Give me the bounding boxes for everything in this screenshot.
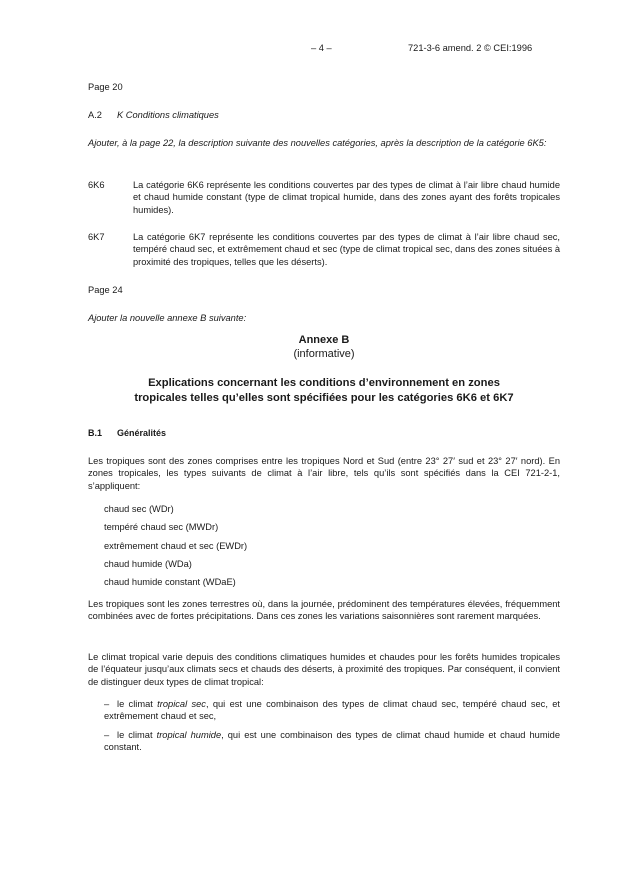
section-number: B.1 bbox=[88, 428, 103, 438]
dash-item-tropical-dry: – le climat tropical sec, qui est une combinaison des types de climat chaud sec, tempéré chaud sec, et extrêmement chaud et sec, bbox=[104, 699, 560, 722]
list-item: chaud humide constant (WDaE) bbox=[104, 577, 236, 588]
list-item: chaud sec (WDr) bbox=[104, 504, 174, 514]
list-item: tempéré chaud sec (MWDr) bbox=[104, 522, 219, 533]
instruction-add-annex: Ajouter la nouvelle annexe B suivante: bbox=[88, 313, 247, 323]
clause-heading bbox=[88, 109, 560, 121]
paragraph-tropics-zones: Les tropiques sont les zones terrestres où, dans la journée, prédominent des températures élevées, fréquemment combinées avec de fortes précipitations. Dans ces zones les variations saisonnières sont rarement marquées. bbox=[88, 599, 560, 622]
annex-subtitle: (informative) bbox=[293, 348, 355, 360]
page-reference-24: Page 24 bbox=[88, 285, 123, 295]
page-reference-20: Page 20 bbox=[88, 82, 123, 92]
document-reference: 721-3-6 amend. 2 © CEI:1996 bbox=[408, 43, 533, 53]
section-heading bbox=[88, 427, 560, 439]
list-item: extrêmement chaud et sec (EWDr) bbox=[104, 540, 248, 551]
dash-marker: – bbox=[104, 699, 110, 709]
climate-type-list bbox=[104, 503, 247, 594]
annex-heading-line2: tropicales telles qu’elles sont spécifiées pour les catégories 6K6 et 6K7 bbox=[134, 392, 514, 404]
term-definition-6k6: La catégorie 6K6 représente les conditions couvertes par des types de climat à l’air libre chaud humide et chaud humide constant (type de climat tropical humide, dans des zones ayant des forêts tropicales humides). bbox=[133, 180, 560, 215]
emphasis-tropical-humide: tropical humide bbox=[156, 730, 222, 740]
term-code-6k6: 6K6 bbox=[88, 180, 105, 190]
page-number: – 4 – bbox=[311, 43, 332, 53]
annex-title: Annexe B bbox=[298, 334, 350, 346]
annex-heading-line1: Explications concernant les conditions d’environnement en zones bbox=[148, 377, 500, 389]
clause-title: K Conditions climatiques bbox=[117, 110, 219, 120]
clause-number: A.2 bbox=[88, 110, 102, 120]
instruction-add-categories: Ajouter, à la page 22, la description suivante des nouvelles catégories, après la description de la catégorie 6K5: bbox=[88, 138, 547, 148]
term-code-6k7: 6K7 bbox=[88, 232, 105, 242]
paragraph-tropics-definition: Les tropiques sont des zones comprises entre les tropiques Nord et Sud (entre 23° 27′ sud et 23° 27′ nord). En zones tropicales, les types suivants de climat à l’air libre, tels qu’ils sont spécifiés dans la CEI 721-2-1, s’appliquent: bbox=[88, 456, 560, 491]
term-definition-6k7: La catégorie 6K7 représente les conditions couvertes par des types de climat à l’air libre chaud sec, tempéré chaud sec, et extrêmement chaud et sec (type de climat tropical sec, dans des zones situées à proximité des tropiques, telles que les déserts). bbox=[133, 232, 560, 267]
dash-item-tropical-humid: – le climat tropical humide, qui est une combinaison des types de climat chaud humide et chaud humide constant. bbox=[104, 730, 561, 753]
dash-marker: – bbox=[104, 730, 110, 740]
emphasis-tropical-sec: tropical sec bbox=[157, 699, 206, 709]
list-item: chaud humide (WDa) bbox=[104, 558, 192, 569]
paragraph-climate-variation: Le climat tropical varie depuis des conditions climatiques humides et chaudes pour les forêts humides tropicales de l’équateur jusqu’aux climats secs et chauds des déserts, à proximité des tropiques. Par conséquent, il convient de distinguer deux types de climat tropical: bbox=[88, 652, 560, 687]
section-title: Généralités bbox=[117, 428, 167, 438]
